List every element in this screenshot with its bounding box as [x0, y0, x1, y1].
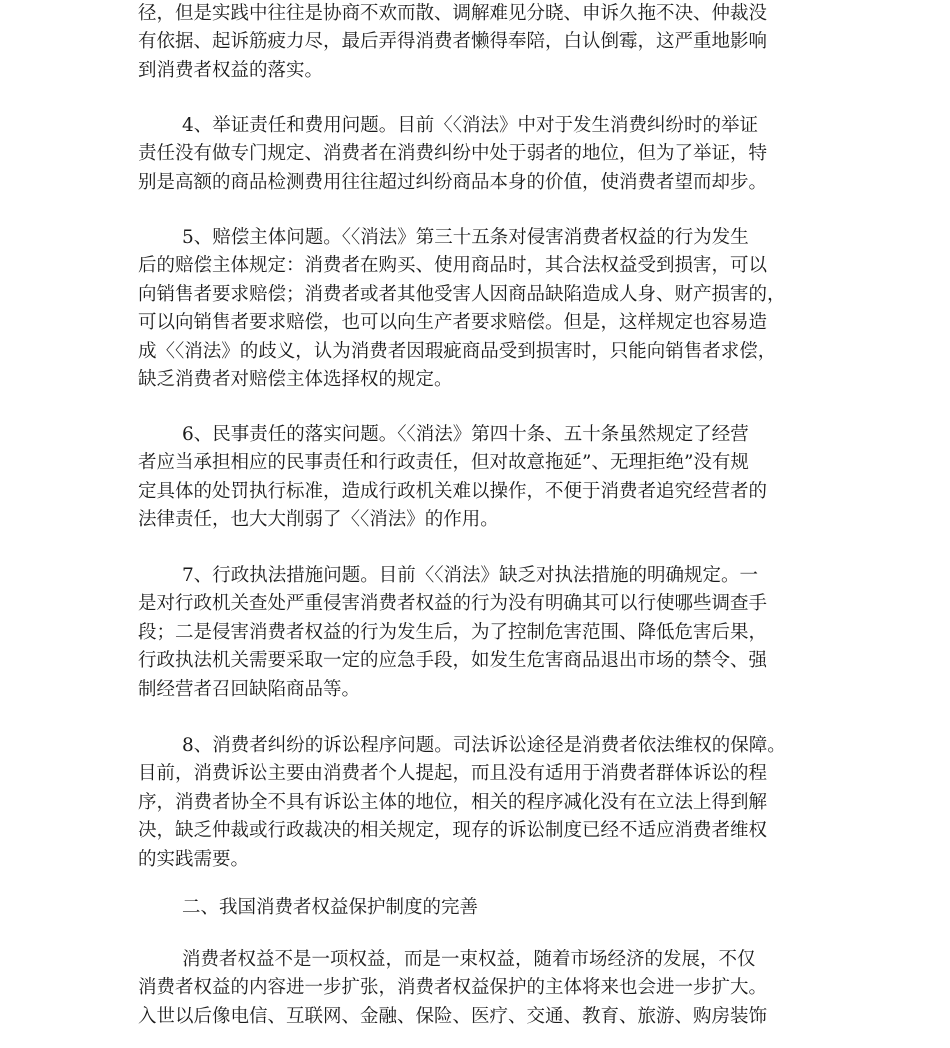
text-line: 到消费者权益的落实。 [138, 59, 324, 81]
paragraph-item-5 [138, 224, 828, 394]
text-line: 决，缺乏仲裁或行政裁决的相关规定，现存的诉讼制度已经不适应消费者维权 [138, 820, 768, 842]
text-line: 别是高额的商品检测费用往往超过纠纷商品本身的价值，使消费者望而却步。 [138, 171, 768, 193]
text-line: 行政执法机关需要采取一定的应急手段，如发生危害商品退出市场的禁令、强 [138, 650, 768, 672]
text-line: 向销售者要求赔偿；消费者或者其他受害人因商品缺陷造成人身、财产损害的， [138, 283, 786, 305]
text-line: 定具体的处罚执行标准，造成行政机关难以操作，不便于消费者追究经营者的 [138, 480, 768, 502]
text-line: 消费者权益不是一项权益，而是一束权益，随着市场经济的发展，不仅 [182, 949, 756, 970]
text-line: 后的赔偿主体规定：消费者在购买、使用商品时，其合法权益受到损害，可以 [138, 255, 768, 277]
text-line: 目前，消费诉讼主要由消费者个人提起，而且没有适用于消费者群体诉讼的程 [138, 763, 768, 785]
text-line: 8、消费者纠纷的诉讼程序问题。司法诉讼途径是消费者依法维权的保障。 [182, 735, 786, 756]
paragraph-item-6 [138, 421, 828, 535]
text-line: 6、民事责任的落实问题。〈〈消法》第四十条、五十条虽然规定了经营 [182, 424, 749, 445]
text-line: 责任没有做专门规定、消费者在消费纠纷中处于弱者的地位，但为了举证，特 [138, 143, 768, 165]
text-line: 4、举证责任和费用问题。目前〈〈消法》中对于发生消费纠纷时的举证 [182, 115, 759, 136]
text-line: 序，消费者协全不具有诉讼主体的地位，相关的程序减化没有在立法上得到解 [138, 791, 768, 813]
text-line: 可以向销售者要求赔偿，也可以向生产者要求赔偿。但是，这样规定也容易造 [138, 312, 768, 334]
text-line: 成〈〈消法》的歧义，认为消费者因瑕疵商品受到损害时，只能向销售者求偿， [138, 340, 777, 362]
paragraph-item-7 [138, 562, 828, 704]
text-line: 入世以后像电信、互联网、金融、保险、医疗、交通、教育、旅游、购房装饰 [138, 1005, 768, 1027]
paragraph-item-4 [138, 112, 828, 197]
text-line: 缺乏消费者对赔偿主体选择权的规定。 [138, 369, 453, 391]
text-line: 7、行政执法措施问题。目前〈〈消法》缺乏对执法措施的明确规定。一 [182, 565, 759, 586]
text-line: 制经营者召回缺陷商品等。 [138, 678, 361, 700]
text-line: 段；二是侵害消费者权益的行为发生后，为了控制危害范围、降低危害后果， [138, 621, 768, 643]
text-line: 是对行政机关查处严重侵害消费者权益的行为没有明确其可以行使哪些调查手 [138, 593, 768, 615]
text-line: 者应当承担相应的民事责任和行政责任，但对故意拖延”、无理拒绝”没有规 [138, 452, 749, 474]
paragraph-item-8 [138, 732, 828, 874]
section-heading-text: 二、我国消费者权益保护制度的完善 [182, 897, 479, 918]
text-line: 消费者权益的内容进一步扩张，消费者权益保护的主体将来也会进一步扩大。 [138, 977, 768, 999]
text-line: 的实践需要。 [138, 848, 250, 870]
text-line: 5、赔偿主体问题。〈〈消法》第三十五条对侵害消费者权益的行为发生 [182, 227, 749, 248]
text-line: 法律责任，也大大削弱了〈〈消法》的作用。 [138, 509, 499, 531]
section-heading [138, 894, 828, 922]
paragraph-section-intro [138, 946, 828, 1031]
text-line: 径，但是实践中往往是协商不欢而散、调解难见分晓、申诉久拖不决、仲裁没 [138, 3, 768, 24]
paragraph-continuation [138, 0, 828, 85]
text-line: 有依据、起诉筋疲力尽，最后弄得消费者懒得奉陪，白认倒霉，这严重地影响 [138, 31, 768, 53]
